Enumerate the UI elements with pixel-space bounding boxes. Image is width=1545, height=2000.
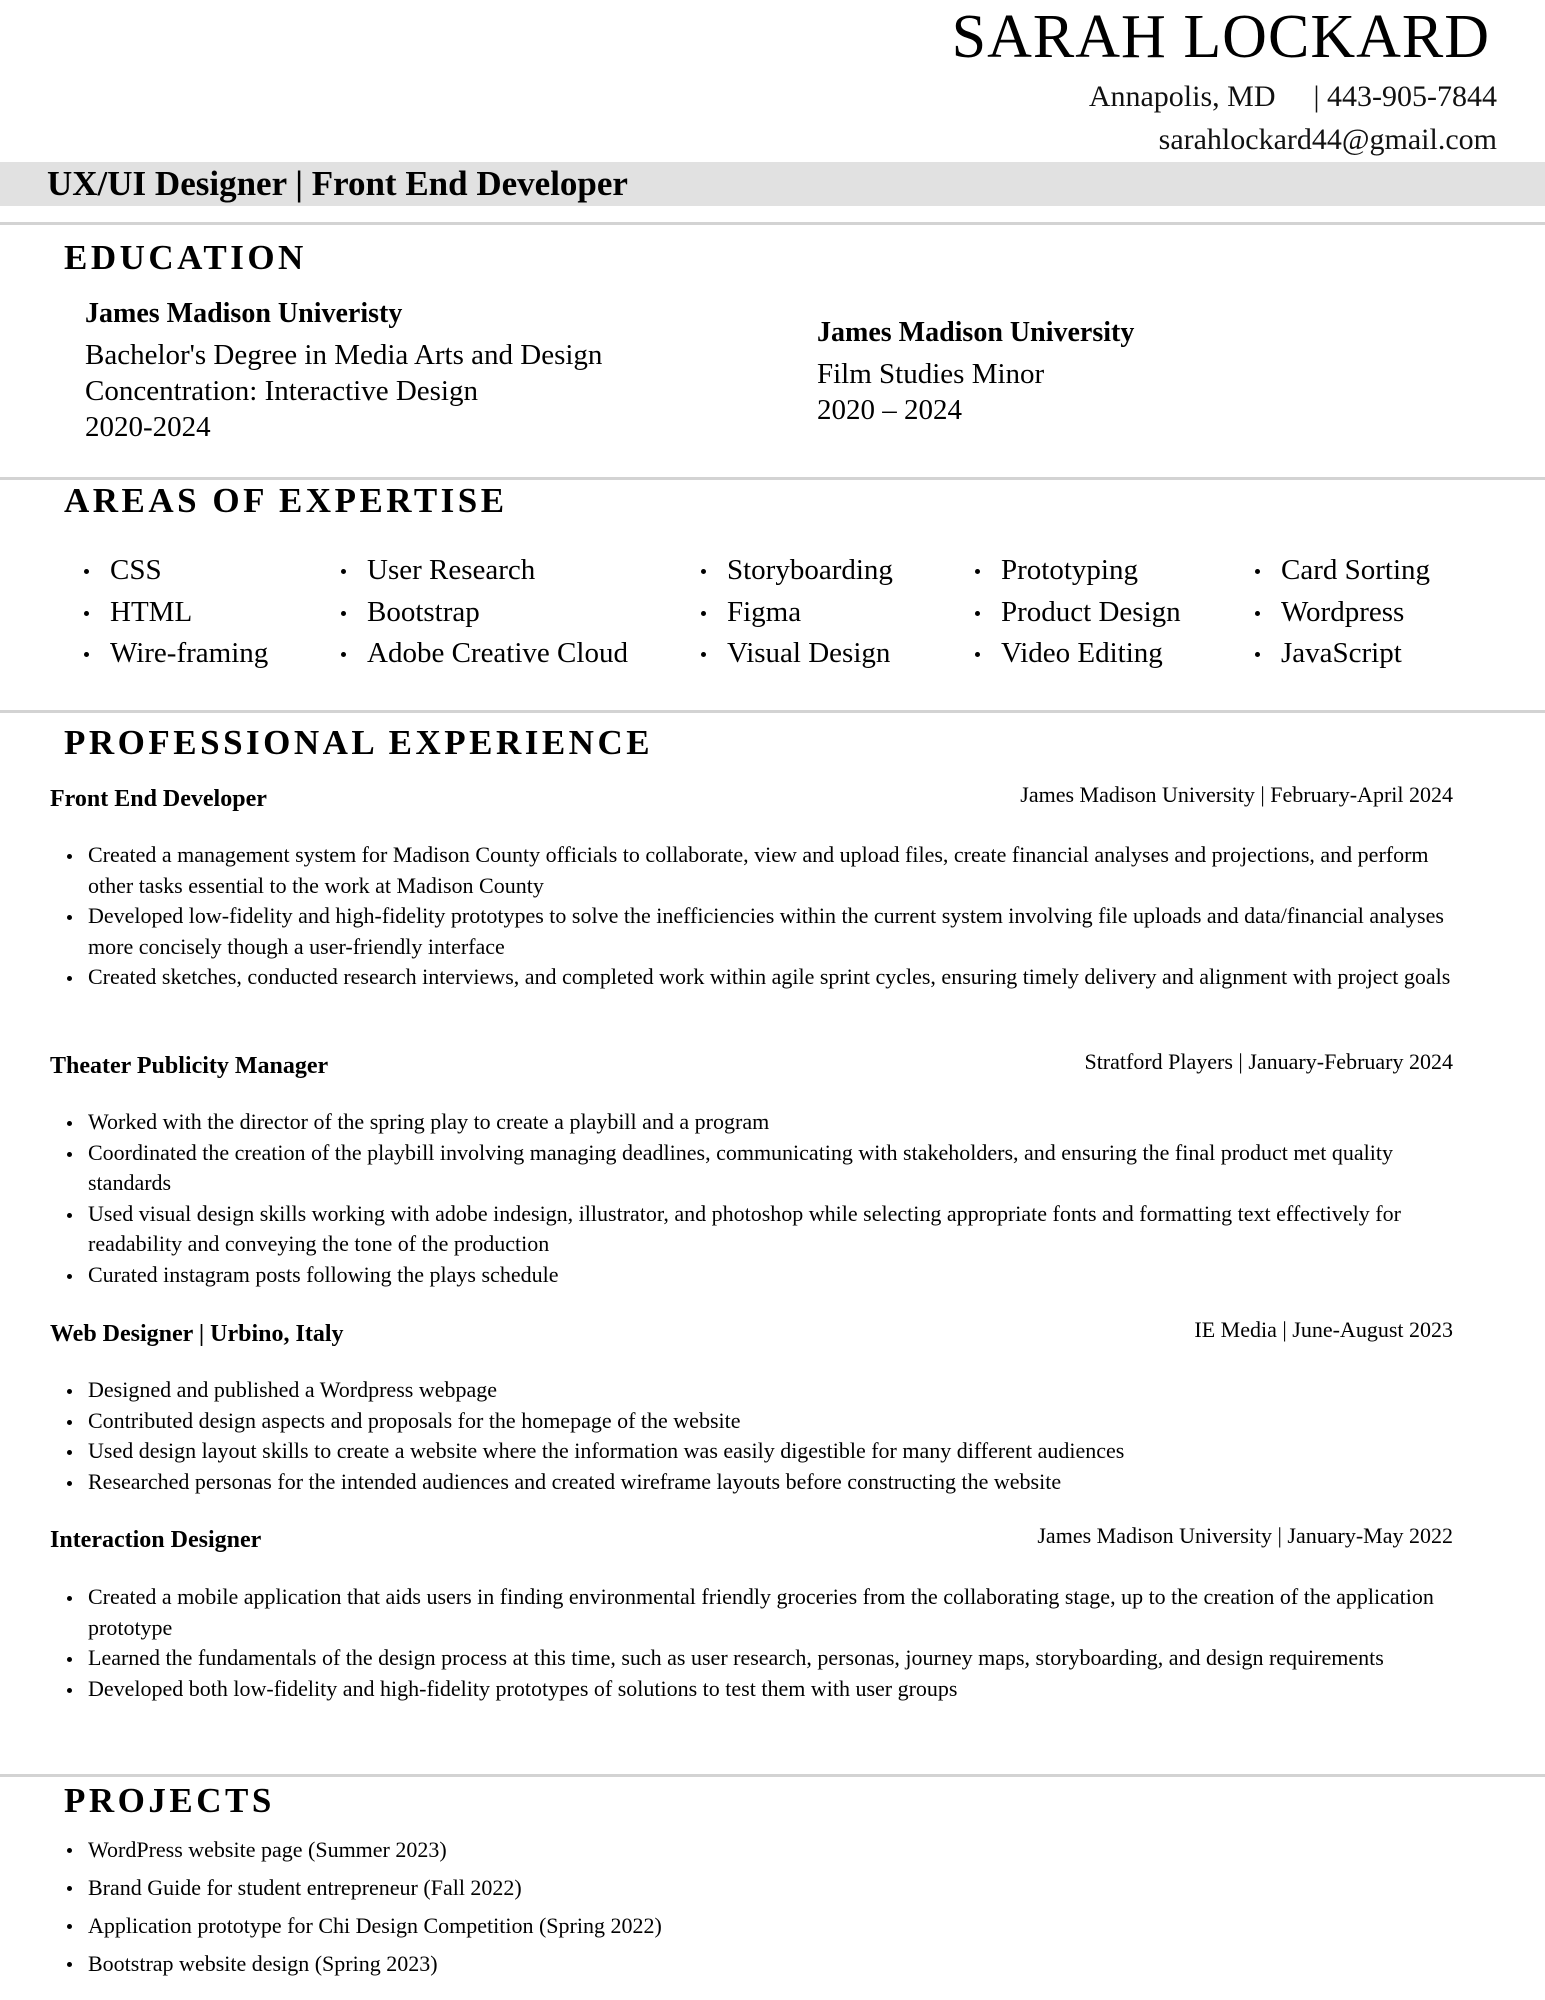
education-heading: EDUCATION xyxy=(64,238,307,277)
expertise-item: Visual Design xyxy=(695,633,893,675)
expertise-column xyxy=(1249,550,1430,675)
location: Annapolis, MD xyxy=(1088,80,1276,113)
section-divider xyxy=(0,222,1545,225)
expertise-item: Product Design xyxy=(969,592,1181,634)
section-divider xyxy=(0,1774,1545,1777)
project-item: WordPress website page (Summer 2023) xyxy=(50,1831,662,1869)
expertise-column xyxy=(78,550,268,675)
projects-list xyxy=(50,1831,662,1983)
job-bullet: Designed and published a Wordpress webpage xyxy=(50,1375,1460,1406)
section-divider xyxy=(0,710,1545,713)
education-school: James Madison Univeristy xyxy=(85,298,403,329)
job-bullet: Coordinated the creation of the playbill involving managing deadlines, communicating with stakeholders, and ensuring the final product met quality standards xyxy=(50,1138,1460,1199)
expertise-item: Wordpress xyxy=(1249,592,1430,634)
expertise-heading: AREAS OF EXPERTISE xyxy=(64,481,508,520)
section-divider xyxy=(0,477,1545,480)
education-entry-left xyxy=(85,298,602,445)
expertise-column xyxy=(969,550,1181,675)
job-bullet: Developed both low-fidelity and high-fidelity prototypes of solutions to test them with user groups xyxy=(50,1674,1460,1705)
job-bullet: Created a mobile application that aids users in finding environmental friendly groceries from the collaborating stage, up to the creation of the application prototype xyxy=(50,1582,1460,1643)
job-bullets xyxy=(50,1582,1460,1704)
contact-location-phone xyxy=(1089,80,1497,114)
expertise-item: Bootstrap xyxy=(335,592,628,634)
education-concentration: Concentration: Interactive Design xyxy=(85,375,478,407)
expertise-item: Storyboarding xyxy=(695,550,893,592)
job-title: Theater Publicity Manager xyxy=(50,1053,329,1079)
project-item: Brand Guide for student entrepreneur (Fall 2022) xyxy=(50,1869,662,1907)
job-bullet: Created sketches, conducted research interviews, and completed work within agile sprint cycles, ensuring timely delivery and alignment with project goals xyxy=(50,962,1460,993)
professional-title: UX/UI Designer | Front End Developer xyxy=(47,164,628,203)
job-meta: James Madison University | January-May 2022 xyxy=(1037,1523,1453,1548)
job-bullet: Used design layout skills to create a website where the information was easily digestible for many different audiences xyxy=(50,1436,1460,1467)
job-bullet: Curated instagram posts following the plays schedule xyxy=(50,1260,1460,1291)
job-bullets xyxy=(50,1375,1460,1497)
job-title: Front End Developer xyxy=(50,786,267,812)
email[interactable]: sarahlockard44@gmail.com xyxy=(1158,123,1497,156)
expertise-item: Wire-framing xyxy=(78,633,268,675)
expertise-item: CSS xyxy=(78,550,268,592)
project-item: Application prototype for Chi Design Competition (Spring 2022) xyxy=(50,1907,662,1945)
education-years: 2020 – 2024 xyxy=(817,394,962,426)
candidate-name: SARAH LOCKARD xyxy=(951,3,1490,71)
expertise-item: Prototyping xyxy=(969,550,1181,592)
job-meta: Stratford Players | January-February 2024 xyxy=(1084,1049,1453,1074)
expertise-item: JavaScript xyxy=(1249,633,1430,675)
expertise-item: User Research xyxy=(335,550,628,592)
job-title: Web Designer | Urbino, Italy xyxy=(50,1321,344,1347)
job-bullet: Contributed design aspects and proposals for the homepage of the website xyxy=(50,1406,1460,1437)
job-meta: James Madison University | February-April 2024 xyxy=(1020,782,1453,807)
job-bullets xyxy=(50,1107,1460,1290)
job-bullet: Researched personas for the intended audiences and created wireframe layouts before constructing the website xyxy=(50,1467,1460,1498)
project-item: Bootstrap website design (Spring 2023) xyxy=(50,1945,662,1983)
projects-heading: PROJECTS xyxy=(64,1781,275,1820)
education-years: 2020-2024 xyxy=(85,411,211,443)
education-minor: Film Studies Minor xyxy=(817,358,1045,390)
job-title: Interaction Designer xyxy=(50,1527,262,1553)
job-bullet: Learned the fundamentals of the design process at this time, such as user research, personas, journey maps, storyboarding, and design requirements xyxy=(50,1643,1460,1674)
education-school: James Madison University xyxy=(817,317,1135,348)
job-bullet: Created a management system for Madison County officials to collaborate, view and upload files, create financial analyses and projections, and perform other tasks essential to the work at Madison County xyxy=(50,840,1460,901)
expertise-item: Card Sorting xyxy=(1249,550,1430,592)
education-entry-right xyxy=(817,317,1134,428)
experience-heading: PROFESSIONAL EXPERIENCE xyxy=(64,723,654,762)
expertise-item: HTML xyxy=(78,592,268,634)
job-bullet: Developed low-fidelity and high-fidelity prototypes to solve the inefficiencies within the current system involving file uploads and data/financial analyses more concisely though a user-friendly interface xyxy=(50,901,1460,962)
expertise-column xyxy=(695,550,893,675)
expertise-item: Figma xyxy=(695,592,893,634)
job-bullet: Worked with the director of the spring play to create a playbill and a program xyxy=(50,1107,1460,1138)
job-bullet: Used visual design skills working with adobe indesign, illustrator, and photoshop while selecting appropriate fonts and formatting text effectively for readability and conveying the tone of the production xyxy=(50,1199,1460,1260)
job-bullets xyxy=(50,840,1460,993)
expertise-item: Adobe Creative Cloud xyxy=(335,633,628,675)
phone: | 443-905-7844 xyxy=(1313,80,1497,113)
job-meta: IE Media | June-August 2023 xyxy=(1194,1317,1453,1342)
expertise-item: Video Editing xyxy=(969,633,1181,675)
expertise-column xyxy=(335,550,628,675)
education-degree: Bachelor's Degree in Media Arts and Design xyxy=(85,339,603,371)
